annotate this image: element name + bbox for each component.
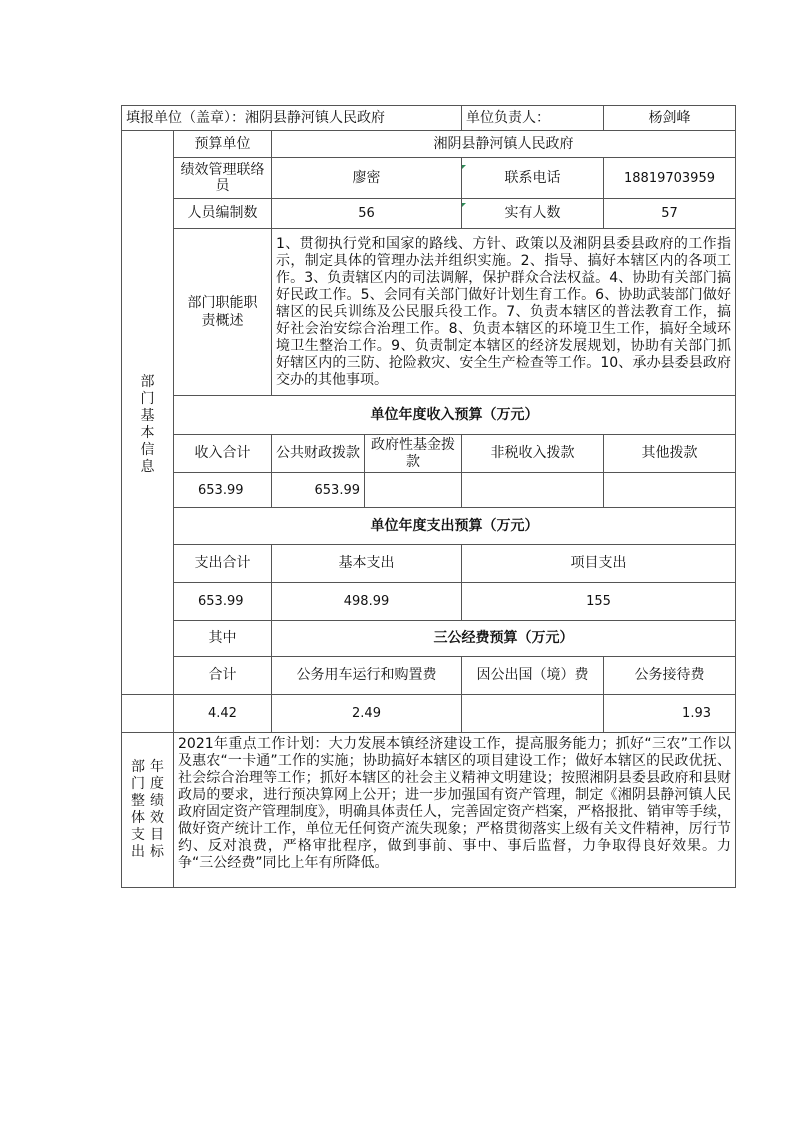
- expense-value-project: 155: [462, 583, 736, 621]
- three-header-abroad: 因公出国（境）费: [462, 657, 604, 695]
- unit-head-label: 单位负责人：: [462, 106, 604, 131]
- duties-text: 1、贯彻执行党和国家的路线、方针、政策以及湘阴县委县政府的工作指示，制定具体的管理办法并组织实施。2、指导、搞好本辖区内的各项工作。3、负责辖区内的司法调解，保护群众合法权益。4、协助有关部门搞好民政工作。5、会同有关部门做好计划生育工作。6、协助武装部门做好辖区的民兵训练及公民服兵役工作。7、负责本辖区的普法教育工作，搞好社会治安综合治理工作。8、负责本辖区的环境卫生工作，搞好全域环境卫生整治工作。9、负责制定本辖区的经济发展规划，协助有关部门抓好辖区内的三防、抢险救灾、安全生产检查等工作。10、承办县委县政府交办的其他事项。: [272, 229, 736, 396]
- section-basic-char: 息: [140, 459, 155, 475]
- filler-unit-label: 填报单位（盖章）：湘阴县静河镇人民政府: [122, 106, 462, 131]
- income-budget-title: 单位年度收入预算（万元）: [174, 396, 736, 435]
- section-goals-char: 部: [131, 759, 145, 775]
- contact-person-name: 廖密: [272, 158, 462, 199]
- section-basic-info: [122, 131, 174, 695]
- expense-header-total: 支出合计: [174, 545, 272, 583]
- section-goals-char: 整: [131, 793, 145, 809]
- section-goals-char: 出: [131, 844, 145, 860]
- section-goals-char: 体: [131, 810, 145, 826]
- budget-unit-label: 预算单位: [174, 131, 272, 158]
- income-header-public: 公共财政拨款: [272, 435, 365, 473]
- three-value-reception: 1.93: [604, 695, 736, 733]
- income-value-nontax: [462, 473, 604, 508]
- income-value-fund: [365, 473, 462, 508]
- unit-head-name: 杨剑峰: [604, 106, 736, 131]
- section-basic-char: 门: [140, 391, 155, 407]
- budget-unit-value: 湘阴县静河镇人民政府: [272, 131, 736, 158]
- expense-value-total: 653.99: [174, 583, 272, 621]
- income-header-other: 其他拨款: [604, 435, 736, 473]
- income-value-other: [604, 473, 736, 508]
- section-goals-char: 度: [150, 776, 164, 792]
- three-header-reception: 公务接待费: [604, 657, 736, 695]
- basic-info-tail: [122, 695, 174, 733]
- three-value-total: 4.42: [174, 695, 272, 733]
- staff-actual-label: 实有人数: [462, 199, 604, 229]
- income-header-nontax: 非税收入拨款: [462, 435, 604, 473]
- annual-goals-text: 2021年重点工作计划：大力发展本镇经济建设工作，提高服务能力；抓好“三农”工作以及惠农“一卡通”工作的实施；协助搞好本辖区的项目建设工作；做好本辖区的民政优抚、社会综合治理等工作；抓好本辖区的社会主义精神文明建设；按照湘阴县委县政府和县财政局的要求，进行预决算网上公开；进一步加强国有资产管理，制定《湘阴县静河镇人民政府固定资产管理制度》，明确具体责任人，完善固定资产档案，严格报批、销审等手续，做好资产统计工作，单位无任何资产流失现象；严格贯彻落实上级有关文件精神，厉行节约、反对浪费，严格审批程序，做到事前、事中、事后监督，力争取得良好效果。力争“三公经费”同比上年有所降低。: [174, 733, 736, 888]
- cell-comment-marker: [462, 203, 466, 207]
- expense-header-basic: 基本支出: [272, 545, 462, 583]
- income-value-public: 653.99: [272, 473, 365, 508]
- section-basic-char: 信: [140, 442, 155, 458]
- phone-label: 联系电话: [462, 158, 604, 199]
- section-basic-char: 部: [140, 374, 155, 390]
- section-annual-goals: [122, 733, 174, 888]
- section-goals-char: 绩: [150, 793, 164, 809]
- section-goals-char: 标: [150, 844, 164, 860]
- expense-budget-title: 单位年度支出预算（万元）: [174, 508, 736, 545]
- three-header-total: 合计: [174, 657, 272, 695]
- income-value-total: 653.99: [174, 473, 272, 508]
- three-among-label: 其中: [174, 621, 272, 657]
- three-value-vehicle: 2.49: [272, 695, 462, 733]
- staff-quota-value: 56: [272, 199, 462, 229]
- three-header-vehicle: 公务用车运行和购置费: [272, 657, 462, 695]
- section-goals-char: 门: [131, 776, 145, 792]
- section-goals-char: 年: [150, 759, 164, 775]
- three-expense-title: 三公经费预算（万元）: [272, 621, 736, 657]
- staff-quota-label: 人员编制数: [174, 199, 272, 229]
- duties-label: 部门职能职责概述: [174, 229, 272, 396]
- section-goals-char: 支: [131, 827, 145, 843]
- section-goals-char: 目: [150, 827, 164, 843]
- income-header-fund: 政府性基金拨款: [365, 435, 462, 473]
- expense-value-basic: 498.99: [272, 583, 462, 621]
- performance-goal-table: [121, 105, 736, 888]
- section-basic-char: 本: [140, 425, 155, 441]
- three-value-abroad: [462, 695, 604, 733]
- section-basic-char: 基: [140, 408, 155, 424]
- expense-header-project: 项目支出: [462, 545, 736, 583]
- staff-actual-value: 57: [604, 199, 736, 229]
- contact-person-label: 绩效管理联络员: [174, 158, 272, 199]
- section-goals-char: 效: [150, 810, 164, 826]
- phone-value: 18819703959: [604, 158, 736, 199]
- income-header-total: 收入合计: [174, 435, 272, 473]
- cell-comment-marker: [462, 165, 466, 169]
